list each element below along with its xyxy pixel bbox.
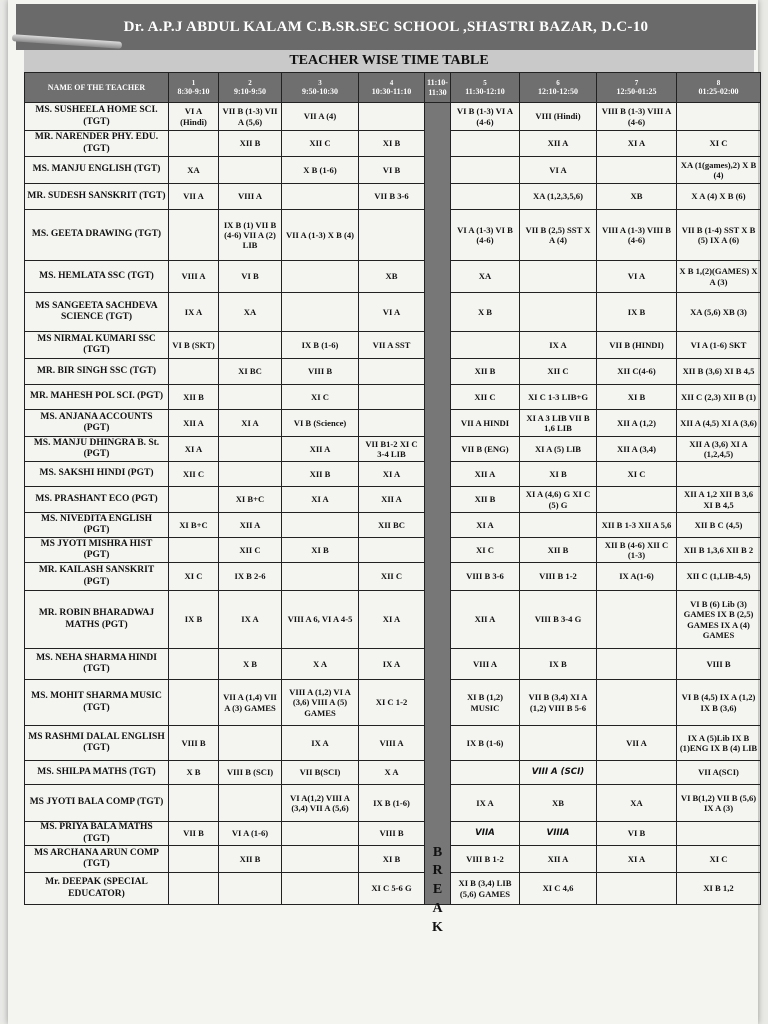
period-cell: [169, 359, 219, 385]
period-cell: X B: [169, 761, 219, 785]
break-time-header: 11:10-11:30: [425, 73, 451, 103]
period-cell: VIII B: [359, 822, 425, 846]
period-cell: IX B: [597, 293, 677, 332]
period-cell: XII A (1,2): [597, 410, 677, 437]
period-cell: [169, 846, 219, 873]
period-cell: XA (1(games),2) X B (4): [677, 157, 761, 184]
period-cell: VIII B 3-6: [451, 563, 520, 591]
period-cell: XI A: [597, 846, 677, 873]
period-cell: [451, 761, 520, 785]
teacher-row: [25, 846, 761, 873]
period-cell: XI C 1-3 LIB+G: [520, 385, 597, 410]
period-cell: XII A: [520, 131, 597, 157]
break-letter: E: [432, 882, 443, 898]
period-cell: [169, 487, 219, 513]
teacher-row: [25, 332, 761, 359]
teacher-row: [25, 157, 761, 184]
period-cell: XII A: [282, 437, 359, 462]
period-cell: XII C (2,3) XII B (1): [677, 385, 761, 410]
teacher-name: MS RASHMI DALAL ENGLISH (TGT): [25, 726, 169, 761]
timetable-sheet: [8, 0, 758, 1024]
period-cell: X B 1,(2)(GAMES) X A (3): [677, 261, 761, 293]
period-cell: VIII B 1-2: [520, 563, 597, 591]
period-cell: XII C: [282, 131, 359, 157]
period-cell: XII B: [520, 538, 597, 563]
period-cell: VIII B (SCI): [219, 761, 282, 785]
period-cell: [169, 785, 219, 822]
period-cell: XII B: [282, 462, 359, 487]
period-cell: [169, 649, 219, 680]
teacher-row: [25, 513, 761, 538]
period-cell: [219, 726, 282, 761]
teacher-name: MS. NEHA SHARMA HINDI (TGT): [25, 649, 169, 680]
teacher-row: [25, 103, 761, 131]
period-cell: XI C: [282, 385, 359, 410]
teacher-name: MR. SUDESH SANSKRIT (TGT): [25, 184, 169, 210]
period-number: 5: [483, 78, 487, 87]
period-cell: XI BC: [219, 359, 282, 385]
period-cell: XII C: [359, 563, 425, 591]
period-number: 1: [191, 78, 196, 87]
period-cell: [677, 462, 761, 487]
period-cell: X A: [359, 761, 425, 785]
period-cell: VII B (3,4) XI A (1,2) VIII B 5-6: [520, 680, 597, 726]
period-cell: VIII B (1-3) VIII A (4-6): [597, 103, 677, 131]
period-cell: IX B: [520, 649, 597, 680]
period-cell: VIII A (SCI): [520, 761, 597, 785]
period-cell: [282, 873, 359, 905]
teacher-name: MS. SAKSHI HINDI (PGT): [25, 462, 169, 487]
period-cell: XI A (5) LIB: [520, 437, 597, 462]
period-cell: [219, 385, 282, 410]
teacher-name: MS JYOTI MISHRA HIST (PGT): [25, 538, 169, 563]
period-cell: XII A: [451, 462, 520, 487]
period-time: 01:25-02:00: [698, 86, 739, 96]
period-number: 8: [716, 78, 721, 87]
period-cell: [219, 462, 282, 487]
teacher-name: MS ARCHANA ARUN COMP (TGT): [25, 846, 169, 873]
teacher-row: [25, 385, 761, 410]
period-cell: VIII A (1-3) VIII B (4-6): [597, 210, 677, 261]
period-cell: XII C (1,LIB-4,5): [677, 563, 761, 591]
teacher-row: [25, 293, 761, 332]
timetable-title: TEACHER WISE TIME TABLE: [24, 50, 754, 72]
teacher-row: [25, 563, 761, 591]
teacher-row: [25, 131, 761, 157]
period-cell: VIII A: [451, 649, 520, 680]
teacher-row: [25, 462, 761, 487]
teacher-row: [25, 680, 761, 726]
period-cell: VII A (4): [282, 103, 359, 131]
period-cell: VI B (Science): [282, 410, 359, 437]
period-cell: XI B+C: [219, 487, 282, 513]
period-time: 10:30-11:10: [371, 86, 412, 96]
teacher-name: MS. MANJU DHINGRA B. St. (PGT): [25, 437, 169, 462]
period-cell: [219, 785, 282, 822]
period-cell: [219, 437, 282, 462]
teacher-row: [25, 487, 761, 513]
period-cell: IX B (1-6): [359, 785, 425, 822]
period-cell: VII B (ENG): [451, 437, 520, 462]
period-cell: X B: [451, 293, 520, 332]
period-cell: [520, 293, 597, 332]
period-cell: [282, 822, 359, 846]
period-cell: VIII A (1,2) VI A (3,6) VIII A (5) GAMES: [282, 680, 359, 726]
period-cell: VI B (1-3) VI A (4-6): [451, 103, 520, 131]
period-cell: XI A: [451, 513, 520, 538]
period-cell: VI A (1-6): [219, 822, 282, 846]
period-cell: IX A: [451, 785, 520, 822]
period-number: 3: [318, 78, 322, 87]
period-cell: XB: [520, 785, 597, 822]
period-cell: [282, 293, 359, 332]
period-cell: [451, 332, 520, 359]
period-cell: [169, 210, 219, 261]
period-time: 9:10-9:50: [234, 86, 266, 96]
teacher-row: [25, 410, 761, 437]
period-cell: VII A: [597, 726, 677, 761]
period-cell: VI A: [359, 293, 425, 332]
period-cell: XII B (3,6) XI B 4,5: [677, 359, 761, 385]
period-cell: XII A: [169, 410, 219, 437]
teacher-name: MS. MANJU ENGLISH (TGT): [25, 157, 169, 184]
teacher-row: [25, 822, 761, 846]
period-cell: VIIA: [451, 822, 520, 846]
period-cell: IX A (5)Lib IX B (1)ENG IX B (4) LIB: [677, 726, 761, 761]
period-cell: [282, 261, 359, 293]
period-cell: XII B: [169, 385, 219, 410]
period-cell: VI A (1-6) SKT: [677, 332, 761, 359]
period-cell: XI C: [169, 563, 219, 591]
period-cell: VI B (6) Lib (3) GAMES IX B (2,5) GAMES IX A (4) GAMES: [677, 591, 761, 649]
period-cell: XI B: [359, 846, 425, 873]
period-cell: XA: [219, 293, 282, 332]
teacher-name: MS. PRIYA BALA MATHS (TGT): [25, 822, 169, 846]
period-cell: [169, 873, 219, 905]
period-cell: [520, 513, 597, 538]
period-cell: [520, 261, 597, 293]
break-letter: R: [432, 863, 443, 879]
period-cell: [677, 103, 761, 131]
period-cell: XI B: [282, 538, 359, 563]
period-cell: [282, 846, 359, 873]
period-cell: XII B C (4,5): [677, 513, 761, 538]
period-cell: [597, 873, 677, 905]
period-cell: [169, 538, 219, 563]
period-cell: VIII B: [169, 726, 219, 761]
teacher-row: [25, 184, 761, 210]
period-cell: XI B (3,4) LIB (5,6) GAMES: [451, 873, 520, 905]
header-row: [25, 73, 761, 103]
period-cell: XI B: [359, 131, 425, 157]
period-cell: VI A(1,2) VIII A (3,4) VII A (5,6): [282, 785, 359, 822]
period-cell: [677, 822, 761, 846]
teacher-name: MS. NIVEDITA ENGLISH (PGT): [25, 513, 169, 538]
period-cell: XII A 1,2 XII B 3,6 XI B 4,5: [677, 487, 761, 513]
period-cell: XI A 3 LIB VII B 1,6 LIB: [520, 410, 597, 437]
period-cell: VII B (HINDI): [597, 332, 677, 359]
period-cell: VIII B: [282, 359, 359, 385]
name-column-header: NAME OF THE TEACHER: [25, 73, 169, 103]
teacher-name: MS JYOTI BALA COMP (TGT): [25, 785, 169, 822]
period-cell: [359, 103, 425, 131]
period-cell: [219, 332, 282, 359]
period-cell: VII A HINDI: [451, 410, 520, 437]
period-number: 7: [634, 78, 639, 87]
period-cell: VI B: [597, 822, 677, 846]
period-cell: VII B: [169, 822, 219, 846]
break-letter: A: [432, 901, 443, 917]
period-cell: [359, 410, 425, 437]
period-cell: XII B: [219, 131, 282, 157]
period-cell: XII C(4-6): [597, 359, 677, 385]
period-cell: VIII A: [359, 726, 425, 761]
period-cell: VIII B: [677, 649, 761, 680]
period-cell: [597, 649, 677, 680]
period-cell: XII BC: [359, 513, 425, 538]
period-cell: XI C 5-6 G: [359, 873, 425, 905]
period-cell: XII B 1-3 XII A 5,6: [597, 513, 677, 538]
period-time: 12:50-01:25: [616, 86, 657, 96]
period-cell: [451, 131, 520, 157]
teacher-name: MS. HEMLATA SSC (TGT): [25, 261, 169, 293]
period-cell: [451, 184, 520, 210]
period-cell: VII B(SCI): [282, 761, 359, 785]
period-cell: VII B 3-6: [359, 184, 425, 210]
teacher-name: MS. PRASHANT ECO (PGT): [25, 487, 169, 513]
teacher-name: MS. MOHIT SHARMA MUSIC (TGT): [25, 680, 169, 726]
period-cell: VI B (SKT): [169, 332, 219, 359]
period-cell: X B (1-6): [282, 157, 359, 184]
period-cell: XA (1,2,3,5,6): [520, 184, 597, 210]
period-cell: VIII B 3-4 G: [520, 591, 597, 649]
period-cell: [359, 385, 425, 410]
break-letter: K: [432, 920, 443, 936]
period-cell: [597, 487, 677, 513]
period-cell: XA: [597, 785, 677, 822]
teacher-name: MS. ANJANA ACCOUNTS (PGT): [25, 410, 169, 437]
period-cell: VIII A: [219, 184, 282, 210]
period-cell: VII B (1-4) SST X B (5) IX A (6): [677, 210, 761, 261]
teacher-row: [25, 261, 761, 293]
period-cell: IX A: [169, 293, 219, 332]
period-cell: VI B: [359, 157, 425, 184]
period-cell: IX A(1-6): [597, 563, 677, 591]
period-cell: XI A: [359, 591, 425, 649]
period-cell: [597, 680, 677, 726]
period-cell: VII B (1-3) VII A (5,6): [219, 103, 282, 131]
period-cell: XII C: [169, 462, 219, 487]
period-cell: [282, 184, 359, 210]
teacher-name: MR. KAILASH SANSKRIT (PGT): [25, 563, 169, 591]
period-cell: VII A: [169, 184, 219, 210]
period-number: 2: [248, 78, 252, 87]
period-cell: VIIIA: [520, 822, 597, 846]
period-header: [169, 73, 219, 103]
period-cell: XII A (3,4): [597, 437, 677, 462]
teacher-row: [25, 538, 761, 563]
period-cell: XI C: [677, 131, 761, 157]
period-cell: XI C: [677, 846, 761, 873]
timetable-body: [25, 103, 761, 936]
break-letter: B: [432, 844, 443, 860]
period-cell: XI B (1,2) MUSIC: [451, 680, 520, 726]
teacher-name: MS SANGEETA SACHDEVA SCIENCE (TGT): [25, 293, 169, 332]
period-cell: VIII A: [169, 261, 219, 293]
teacher-row: [25, 649, 761, 680]
period-cell: [169, 131, 219, 157]
period-cell: XII B: [451, 487, 520, 513]
period-header: [282, 73, 359, 103]
period-cell: XII C: [219, 538, 282, 563]
timetable-table: [24, 72, 761, 936]
period-time: 11:30-12:10: [465, 86, 505, 96]
period-cell: XI A: [219, 410, 282, 437]
teacher-name: MR. NARENDER PHY. EDU. (TGT): [25, 131, 169, 157]
period-cell: XI A: [597, 131, 677, 157]
period-header: [597, 73, 677, 103]
period-cell: XA (5,6) XB (3): [677, 293, 761, 332]
period-number: 4: [389, 78, 394, 87]
period-cell: XI A: [359, 462, 425, 487]
period-cell: XI A (4,6) G XI C (5) G: [520, 487, 597, 513]
period-cell: [219, 873, 282, 905]
period-cell: [359, 210, 425, 261]
period-cell: XI A: [282, 487, 359, 513]
period-cell: XII C: [520, 359, 597, 385]
period-cell: IX B 2-6: [219, 563, 282, 591]
teacher-name: MS. GEETA DRAWING (TGT): [25, 210, 169, 261]
teacher-row: [25, 591, 761, 649]
period-cell: XB: [359, 261, 425, 293]
period-cell: XI C: [451, 538, 520, 563]
period-cell: IX A: [520, 332, 597, 359]
period-cell: XB: [597, 184, 677, 210]
period-cell: [597, 591, 677, 649]
period-header: [359, 73, 425, 103]
period-cell: [597, 761, 677, 785]
period-cell: [520, 726, 597, 761]
period-cell: XII A (4,5) XI A (3,6): [677, 410, 761, 437]
period-cell: [597, 157, 677, 184]
period-cell: XII C: [451, 385, 520, 410]
period-time: 8:30-9:10: [177, 86, 210, 96]
period-cell: XI B+C: [169, 513, 219, 538]
period-cell: VII A(SCI): [677, 761, 761, 785]
period-cell: VI B (4,5) IX A (1,2) IX B (3,6): [677, 680, 761, 726]
period-cell: XI C 1-2: [359, 680, 425, 726]
teacher-row: [25, 873, 761, 905]
period-cell: XII B: [219, 846, 282, 873]
period-cell: XA: [169, 157, 219, 184]
period-cell: IX B (1-6): [282, 332, 359, 359]
period-cell: XII A (3,6) XI A (1,2,4,5): [677, 437, 761, 462]
period-cell: [451, 157, 520, 184]
period-cell: VIII (Hindi): [520, 103, 597, 131]
period-cell: XII A: [520, 846, 597, 873]
period-cell: XI A: [169, 437, 219, 462]
period-cell: XA: [451, 261, 520, 293]
teacher-name: MS NIRMAL KUMARI SSC (TGT): [25, 332, 169, 359]
school-name-banner: Dr. A.P.J ABDUL KALAM C.B.SR.SEC SCHOOL ,SHASTRI BAZAR, D.C-10: [16, 4, 756, 50]
teacher-row: [25, 359, 761, 385]
period-header: [677, 73, 761, 103]
period-cell: VII B (2,5) SST X A (4): [520, 210, 597, 261]
period-cell: [219, 157, 282, 184]
period-cell: IX B (1-6): [451, 726, 520, 761]
period-cell: VIII B 1-2: [451, 846, 520, 873]
period-cell: XI B: [520, 462, 597, 487]
period-cell: VI B: [219, 261, 282, 293]
period-cell: XI B: [597, 385, 677, 410]
period-cell: XI B 1,2: [677, 873, 761, 905]
teacher-row: [25, 726, 761, 761]
period-cell: IX A: [282, 726, 359, 761]
period-time: 9:50-10:30: [302, 86, 338, 96]
teacher-name: Mr. DEEPAK (SPECIAL EDUCATOR): [25, 873, 169, 905]
period-cell: XII B (4-6) XII C (1-3): [597, 538, 677, 563]
period-cell: IX B (1) VII B (4-6) VII A (2) LIB: [219, 210, 282, 261]
period-cell: [169, 680, 219, 726]
teacher-name: MS. SUSHEELA HOME SCI. (TGT): [25, 103, 169, 131]
teacher-row: [25, 785, 761, 822]
teacher-row: [25, 437, 761, 462]
period-cell: VI B(1,2) VII B (5,6) IX A (3): [677, 785, 761, 822]
period-cell: [282, 513, 359, 538]
period-cell: [359, 359, 425, 385]
period-cell: XII A: [451, 591, 520, 649]
period-cell: VII B1-2 XI C 3-4 LIB: [359, 437, 425, 462]
period-cell: VII A (1-3) X B (4): [282, 210, 359, 261]
period-cell: VI A: [520, 157, 597, 184]
period-number: 6: [556, 78, 560, 87]
period-cell: VIII A 6, VI A 4-5: [282, 591, 359, 649]
period-cell: XII A: [219, 513, 282, 538]
period-cell: IX B: [169, 591, 219, 649]
period-cell: IX A: [359, 649, 425, 680]
period-cell: VI A (Hindi): [169, 103, 219, 131]
period-header: [520, 73, 597, 103]
period-header: [219, 73, 282, 103]
period-cell: VII A (1,4) VII A (3) GAMES: [219, 680, 282, 726]
period-cell: X A (4) X B (6): [677, 184, 761, 210]
period-cell: VII A SST: [359, 332, 425, 359]
break-column: [425, 103, 451, 936]
period-cell: X A: [282, 649, 359, 680]
period-cell: IX A: [219, 591, 282, 649]
period-cell: X B: [219, 649, 282, 680]
teacher-row: [25, 210, 761, 261]
period-header: [451, 73, 520, 103]
period-cell: XI C: [597, 462, 677, 487]
teacher-name: MS. SHILPA MATHS (TGT): [25, 761, 169, 785]
teacher-name: MR. ROBIN BHARADWAJ MATHS (PGT): [25, 591, 169, 649]
period-cell: VI A: [597, 261, 677, 293]
period-cell: XI C 4,6: [520, 873, 597, 905]
teacher-name: MR. BIR SINGH SSC (TGT): [25, 359, 169, 385]
teacher-name: MR. MAHESH POL SCI. (PGT): [25, 385, 169, 410]
period-cell: [359, 538, 425, 563]
period-time: 12:10-12:50: [538, 86, 578, 96]
period-cell: XII B: [451, 359, 520, 385]
period-cell: [282, 563, 359, 591]
period-cell: XII B 1,3,6 XII B 2: [677, 538, 761, 563]
period-cell: XII A: [359, 487, 425, 513]
period-cell: VI A (1-3) VI B (4-6): [451, 210, 520, 261]
teacher-row: [25, 761, 761, 785]
